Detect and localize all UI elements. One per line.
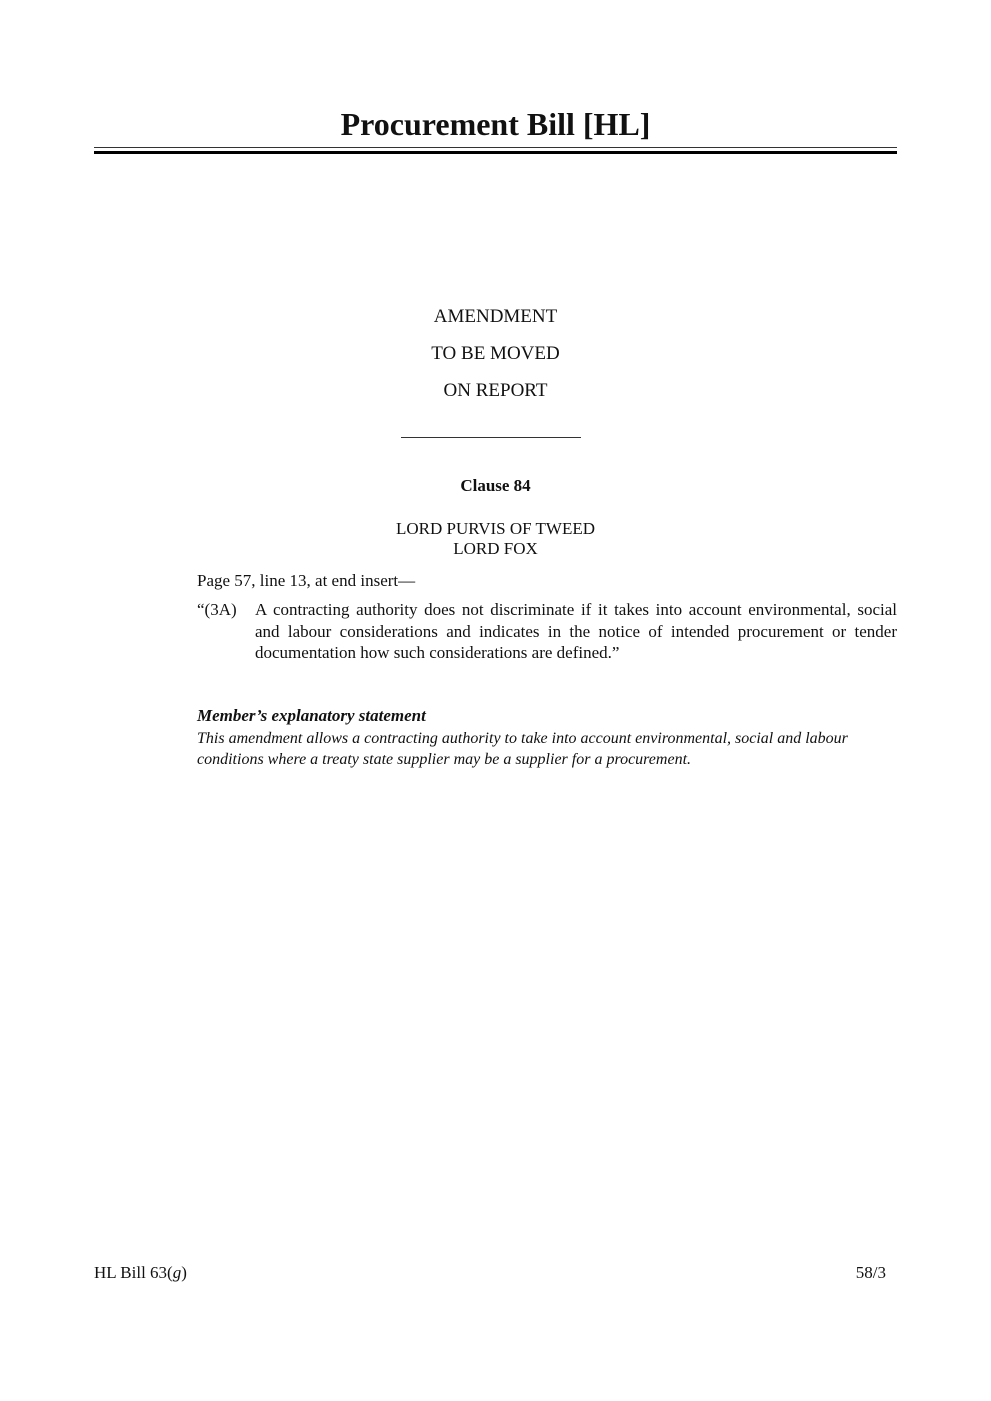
- bill-number: [94, 1263, 187, 1283]
- clause-heading: Clause 84: [460, 476, 531, 495]
- member-name: LORD PURVIS OF TWEED: [395, 519, 596, 538]
- title-rule-thin: [94, 147, 897, 148]
- member-name: LORD FOX: [453, 539, 538, 558]
- document-title: Procurement Bill [HL]: [340, 106, 651, 142]
- bill-suffix: ): [181, 1263, 187, 1282]
- amendment-body: A contracting authority does not discriminate if it takes into account environmental, social and labour considerations and indicates in the notice of intended procurement or tender documentation how such considerations are defined.”: [255, 600, 897, 662]
- page-number: 58/3: [855, 1263, 886, 1282]
- title-rule-thick: [94, 151, 897, 154]
- explanatory-heading: Member’s explanatory statement: [197, 706, 426, 725]
- heading-line-3: ON REPORT: [443, 380, 548, 401]
- divider: [401, 437, 581, 438]
- bill-prefix: HL Bill 63(: [94, 1263, 173, 1282]
- heading-line-2: TO BE MOVED: [431, 343, 560, 364]
- explanatory-statement: This amendment allows a contracting authority to take into account environmental, social and labour conditions where a treaty state supplier may be a supplier for a procurement.: [197, 730, 848, 768]
- amendment-text: [197, 599, 897, 664]
- subsection-number: “(3A): [197, 600, 237, 619]
- page-reference: Page 57, line 13, at end insert—: [197, 571, 416, 590]
- heading-line-1: AMENDMENT: [433, 306, 558, 327]
- bill-letter: g: [172, 1263, 182, 1282]
